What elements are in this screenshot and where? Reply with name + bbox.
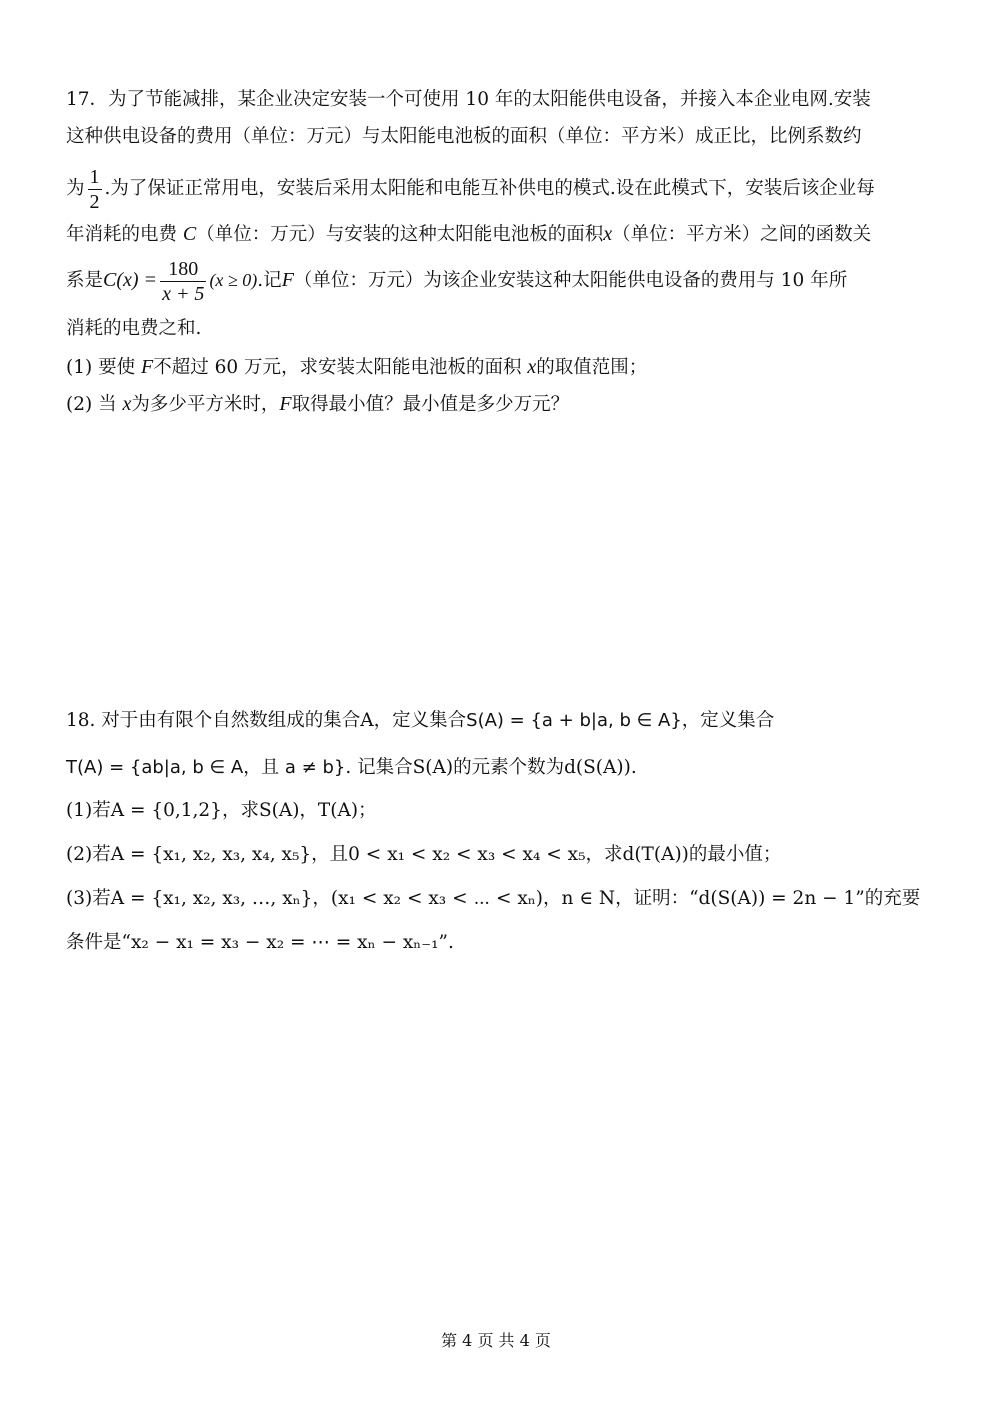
q18-part-3	[66, 886, 928, 912]
q17-part2-a: (2) 当	[66, 394, 117, 415]
q18-part-3-cont	[66, 930, 928, 956]
fraction-numerator: 180	[160, 257, 206, 282]
q17-text-3-post: .为了保证正常用电，安装后采用太阳能和电能互补供电的模式.设在此模式下，安装后该企业每	[104, 178, 875, 199]
domain-condition: (x ≥ 0)	[209, 270, 258, 290]
q17-text-3-pre: 为	[66, 178, 85, 199]
q18-line-1	[66, 708, 928, 734]
q17-text-1: 17．为了节能减排，某企业决定安装一个可使用 10 年的太阳能供电设备，并接入本企业电网.安装	[66, 89, 871, 110]
q17-text-4c: （单位：平方米）之间的函数关	[612, 224, 872, 245]
q17-text-5-post1: .记	[257, 270, 282, 291]
var-x: x	[603, 223, 613, 245]
q17-line-1	[66, 87, 928, 113]
q17-part-1	[66, 354, 928, 381]
var-F: F	[281, 269, 294, 291]
q17-part1-a: (1) 要使	[66, 357, 136, 378]
q17-part1-b: 不超过 60 万元，求安装太阳能电池板的面积	[153, 357, 522, 378]
var-x: x	[122, 393, 132, 415]
fraction-denominator: x + 5	[162, 282, 205, 305]
q17-text-2: 这种供电设备的费用（单位：万元）与太阳能电池板的面积（单位：平方米）成正比，比例系数约	[66, 126, 862, 147]
var-C: C	[182, 223, 197, 245]
q18-part3-text-a: (3)若A = {x₁, x₂, x₃, …, xₙ}，(x₁ < x₂ < x₃ < ⋯ < xₙ)，n ∈ N，证明：“d(S(A)) = 2n − 1”的充要	[66, 888, 921, 909]
q17-line-2	[66, 124, 928, 150]
q18-part2-text: (2)若A = {x₁, x₂, x₃, x₄, x₅}，且0 < x₁ < x₂ < x₃ < x₄ < x₅，求d(T(A))的最小值；	[66, 844, 782, 865]
q17-line-6	[66, 316, 928, 342]
q18-line-2	[66, 755, 928, 781]
q18-text-1b: ，定义集合	[681, 710, 775, 731]
fraction-one-half	[88, 165, 102, 214]
q18-text-1a: 18. 对于由有限个自然数组成的集合A，定义集合	[66, 710, 467, 731]
q17-line-3	[66, 164, 928, 214]
q17-text-6: 消耗的电费之和.	[66, 318, 202, 339]
q18-part-2	[66, 842, 928, 868]
fraction-numerator: 1	[89, 165, 100, 188]
set-S-definition: S(A) = {a + b|a, b ∈ A}	[466, 710, 682, 731]
q17-text-5-post2: （单位：万元）为该企业安装这种太阳能供电设备的费用与 10 年所	[293, 270, 848, 291]
q17-text-5-pre: 系是	[66, 270, 104, 291]
q17-text-4a: 年消耗的电费	[66, 224, 178, 245]
var-x: x	[527, 356, 537, 378]
q17-line-4	[66, 221, 928, 248]
function-C-of-x: C(x) =	[103, 269, 158, 291]
q18-part3-text-b: 条件是“x₂ − x₁ = x₃ − x₂ = ⋯ = xₙ − xₙ₋₁”.	[66, 932, 454, 953]
q17-text-4b: （单位：万元）与安装的这种太阳能电池板的面积	[196, 224, 604, 245]
fraction-denominator: 2	[89, 190, 100, 213]
set-T-definition: T(A) = {ab|a, b ∈ A，且 a ≠ b}	[66, 757, 346, 778]
page-footer: 第 4 页 共 4 页	[441, 1331, 551, 1350]
var-F: F	[140, 356, 154, 378]
q17-part2-b: 为多少平方米时，	[131, 394, 280, 415]
q18-part-1	[66, 798, 928, 824]
var-F: F	[279, 393, 292, 415]
fraction-180-over-x-plus-5	[160, 257, 206, 306]
q18-text-2b: . 记集合S(A)的元素个数为d(S(A)).	[345, 757, 637, 778]
q17-part1-c: 的取值范围；	[536, 357, 648, 378]
q17-line-5	[66, 254, 928, 306]
q17-part2-c: 取得最小值？最小值是多少万元？	[291, 394, 570, 415]
q17-part-2	[66, 391, 928, 418]
q18-part1-text: (1)若A = {0,1,2}，求S(A)，T(A)；	[66, 800, 377, 821]
